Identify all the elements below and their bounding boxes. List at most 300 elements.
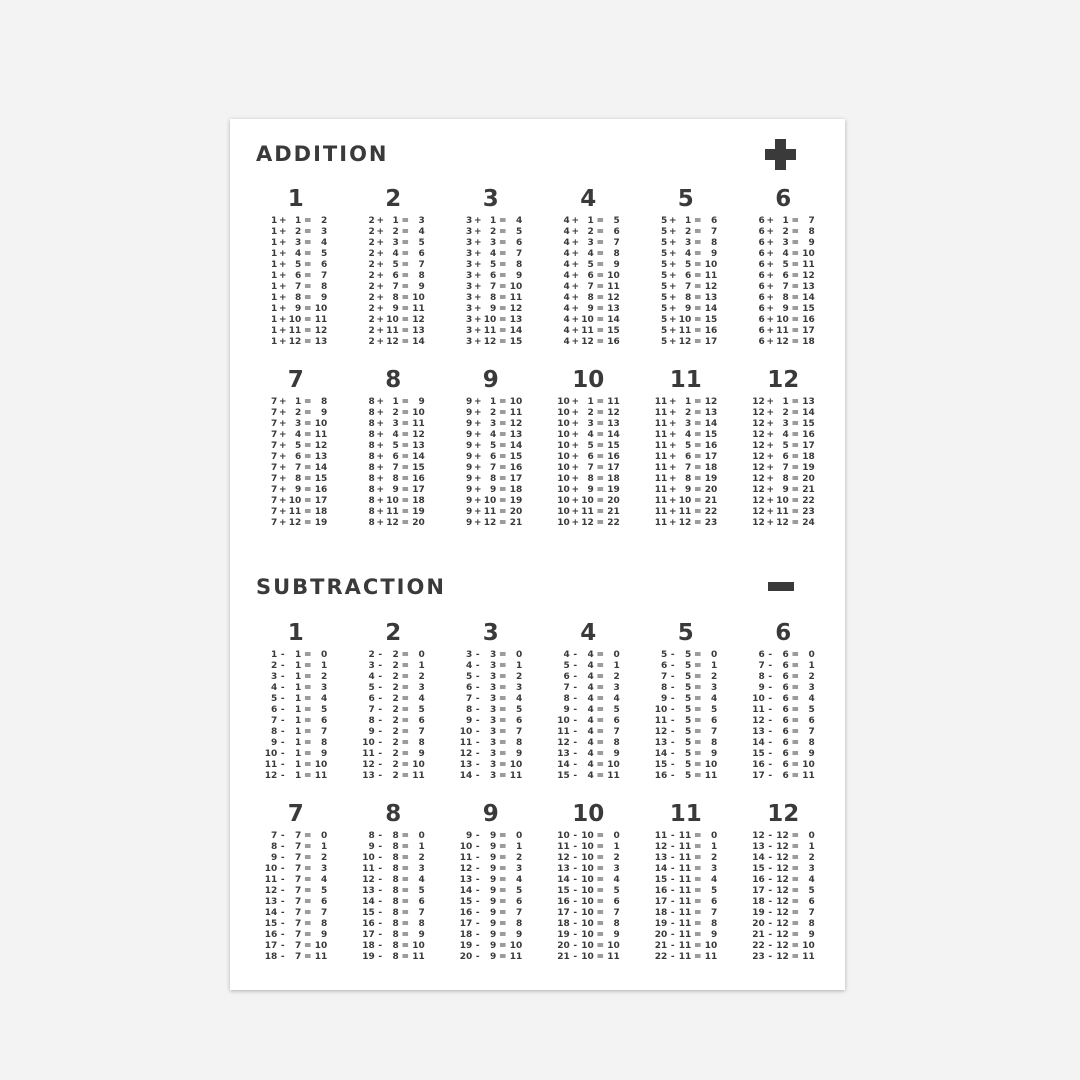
subtraction-equation <box>557 941 620 952</box>
equals-sign: = <box>498 952 507 962</box>
operator-sign: + <box>668 282 677 292</box>
equals-sign: = <box>498 216 507 226</box>
subtraction-equation <box>459 683 522 694</box>
operator-sign: - <box>475 919 480 929</box>
equals-sign: = <box>401 430 410 440</box>
result: 6 <box>808 716 815 726</box>
equals-sign: = <box>791 738 800 748</box>
operator-sign: - <box>573 760 578 770</box>
equals-sign: = <box>693 452 702 462</box>
result: 15 <box>704 430 718 440</box>
operand-b: 11 <box>581 326 594 336</box>
operand-b: 7 <box>294 952 302 962</box>
operator-sign: - <box>475 661 480 671</box>
operand-b: 8 <box>294 293 302 303</box>
equals-sign: = <box>498 304 507 314</box>
equals-sign: = <box>303 716 312 726</box>
addition-equation <box>459 485 522 496</box>
equals-sign: = <box>498 738 507 748</box>
operand-b: 3 <box>489 716 497 726</box>
operator-sign: + <box>571 326 580 336</box>
subtraction-table-8 <box>345 802 443 963</box>
operand-a: 19 <box>752 908 765 918</box>
equals-sign: = <box>596 326 605 336</box>
result: 6 <box>808 897 815 907</box>
addition-equation <box>557 249 620 260</box>
operand-b: 7 <box>587 282 594 292</box>
equals-sign: = <box>303 930 312 940</box>
operand-b: 1 <box>294 738 302 748</box>
operator-sign: + <box>571 238 580 248</box>
equals-sign: = <box>791 908 800 918</box>
equals-sign: = <box>401 716 410 726</box>
addition-equation <box>459 496 522 507</box>
addition-equation <box>557 293 620 304</box>
operand-b: 11 <box>288 326 302 336</box>
addition-tables <box>247 187 832 529</box>
result: 10 <box>802 760 815 770</box>
result: 14 <box>412 452 425 462</box>
operand-b: 5 <box>392 260 399 270</box>
operand-a: 5 <box>660 216 668 226</box>
operand-a: 15 <box>654 875 668 885</box>
result: 1 <box>808 842 815 852</box>
equals-sign: = <box>791 441 800 451</box>
operator-sign: - <box>573 831 578 841</box>
result: 5 <box>418 886 425 896</box>
subtraction-equation <box>654 705 717 716</box>
addition-table-number: 2 <box>385 186 402 212</box>
operator-sign: - <box>768 941 773 951</box>
equals-sign: = <box>596 930 605 940</box>
operator-sign: - <box>573 705 578 715</box>
operand-b: 4 <box>587 249 594 259</box>
operand-b: 11 <box>678 952 692 962</box>
subtraction-table-12 <box>735 802 833 963</box>
operand-a: 6 <box>758 293 765 303</box>
addition-equation <box>654 419 717 430</box>
operator-sign: + <box>278 238 287 248</box>
operand-b: 7 <box>392 463 399 473</box>
equals-sign: = <box>401 474 410 484</box>
subtraction-equation <box>459 842 522 853</box>
result: 5 <box>710 705 718 715</box>
result: 3 <box>418 216 425 226</box>
subtraction-equation <box>264 727 327 738</box>
subtraction-equation-list <box>459 831 522 963</box>
result: 16 <box>704 441 718 451</box>
operand-a: 6 <box>758 326 765 336</box>
equals-sign: = <box>693 260 702 270</box>
equals-sign: = <box>303 238 312 248</box>
result: 5 <box>515 705 523 715</box>
operand-a: 6 <box>563 672 570 682</box>
operand-a: 10 <box>557 496 570 506</box>
operand-a: 12 <box>264 771 278 781</box>
operand-b: 10 <box>581 886 594 896</box>
operator-sign: + <box>376 507 385 517</box>
equals-sign: = <box>498 727 507 737</box>
addition-equation <box>557 315 620 326</box>
operand-a: 1 <box>270 304 278 314</box>
result: 0 <box>320 831 328 841</box>
addition-equation <box>752 463 815 474</box>
addition-equation <box>752 282 815 293</box>
subtraction-table-number: 8 <box>385 801 402 827</box>
result: 8 <box>320 282 328 292</box>
operand-b: 10 <box>581 496 594 506</box>
operand-a: 12 <box>752 507 765 517</box>
operand-a: 16 <box>264 930 278 940</box>
subtraction-equation <box>362 694 425 705</box>
result: 15 <box>802 419 815 429</box>
operand-a: 14 <box>459 886 473 896</box>
result: 9 <box>613 749 620 759</box>
result: 7 <box>808 216 815 226</box>
addition-equation <box>264 271 327 282</box>
operand-b: 11 <box>288 507 302 517</box>
addition-equation <box>654 397 717 408</box>
addition-equation <box>362 518 425 529</box>
operand-a: 9 <box>465 474 473 484</box>
addition-equation <box>752 496 815 507</box>
result: 17 <box>802 326 815 336</box>
operand-b: 3 <box>684 419 692 429</box>
subtraction-equation <box>459 738 522 749</box>
operator-sign: + <box>278 408 287 418</box>
addition-equation <box>459 463 522 474</box>
operand-b: 10 <box>581 831 594 841</box>
operator-sign: + <box>668 474 677 484</box>
operand-a: 9 <box>465 397 473 407</box>
addition-equation <box>362 441 425 452</box>
equals-sign: = <box>303 507 312 517</box>
operator-sign: + <box>278 518 287 528</box>
operand-b: 2 <box>392 672 399 682</box>
operand-b: 5 <box>684 705 692 715</box>
result: 11 <box>412 419 425 429</box>
subtraction-equation <box>264 749 327 760</box>
operator-sign: + <box>473 326 482 336</box>
equals-sign: = <box>401 249 410 259</box>
operand-a: 12 <box>752 430 765 440</box>
operand-a: 10 <box>557 831 570 841</box>
operator-sign: + <box>473 463 482 473</box>
operand-a: 4 <box>563 304 570 314</box>
subtraction-equation <box>557 738 620 749</box>
operator-sign: - <box>475 771 480 781</box>
subtraction-equation <box>459 831 522 842</box>
operand-b: 11 <box>678 941 692 951</box>
subtraction-equation <box>752 650 815 661</box>
subtraction-equation <box>362 672 425 683</box>
result: 12 <box>412 315 425 325</box>
equals-sign: = <box>498 474 507 484</box>
equals-sign: = <box>303 749 312 759</box>
addition-equation <box>264 408 327 419</box>
addition-equation <box>752 452 815 463</box>
equals-sign: = <box>693 738 702 748</box>
equals-sign: = <box>693 397 702 407</box>
result: 17 <box>704 337 718 347</box>
operator-sign: + <box>376 249 385 259</box>
equals-sign: = <box>303 853 312 863</box>
addition-equation <box>362 216 425 227</box>
equals-sign: = <box>596 282 605 292</box>
operand-b: 7 <box>294 842 302 852</box>
result: 2 <box>710 672 718 682</box>
addition-equation <box>752 430 815 441</box>
subtraction-equation <box>654 683 717 694</box>
equals-sign: = <box>303 886 312 896</box>
addition-equation <box>264 337 327 348</box>
equals-sign: = <box>693 694 702 704</box>
operator-sign: - <box>573 672 578 682</box>
operand-a: 6 <box>758 238 765 248</box>
result: 12 <box>509 419 523 429</box>
operator-sign: - <box>280 919 285 929</box>
addition-equation <box>362 452 425 463</box>
operator-sign: + <box>376 271 385 281</box>
operand-b: 7 <box>294 864 302 874</box>
operand-a: 3 <box>465 227 473 237</box>
subtraction-equation <box>752 705 815 716</box>
operand-a: 7 <box>368 705 375 715</box>
addition-equation <box>264 430 327 441</box>
result: 8 <box>418 919 425 929</box>
operand-a: 5 <box>660 282 668 292</box>
operand-a: 1 <box>270 227 278 237</box>
operand-b: 12 <box>678 518 692 528</box>
equals-sign: = <box>791 716 800 726</box>
subtraction-equation <box>557 919 620 930</box>
equals-sign: = <box>498 886 507 896</box>
result: 11 <box>704 271 718 281</box>
operand-b: 9 <box>489 864 497 874</box>
result: 4 <box>613 694 620 704</box>
operator-sign: - <box>280 864 285 874</box>
operator-sign: + <box>571 463 580 473</box>
operator-sign: + <box>766 315 775 325</box>
equals-sign: = <box>303 941 312 951</box>
operand-b: 1 <box>294 216 302 226</box>
subtraction-equation <box>752 716 815 727</box>
addition-equation <box>264 474 327 485</box>
result: 14 <box>704 304 718 314</box>
result: 10 <box>704 760 718 770</box>
operand-a: 11 <box>752 705 765 715</box>
operand-b: 12 <box>288 337 302 347</box>
operand-a: 22 <box>654 952 668 962</box>
result: 11 <box>412 952 425 962</box>
operand-b: 12 <box>776 864 789 874</box>
operator-sign: + <box>571 282 580 292</box>
result: 10 <box>607 760 620 770</box>
result: 6 <box>418 716 425 726</box>
operator-sign: - <box>280 831 285 841</box>
operand-a: 1 <box>270 260 278 270</box>
operator-sign: - <box>378 952 383 962</box>
equals-sign: = <box>498 919 507 929</box>
operand-b: 11 <box>678 853 692 863</box>
subtraction-equation <box>654 864 717 875</box>
addition-equation <box>362 485 425 496</box>
operand-b: 10 <box>386 496 399 506</box>
operand-a: 3 <box>465 337 473 347</box>
equals-sign: = <box>596 694 605 704</box>
operand-a: 12 <box>752 518 765 528</box>
operator-sign: - <box>670 952 675 962</box>
addition-equation <box>557 304 620 315</box>
operand-a: 5 <box>660 271 668 281</box>
operand-b: 3 <box>489 738 497 748</box>
operand-a: 3 <box>465 293 473 303</box>
addition-equation <box>752 397 815 408</box>
operator-sign: + <box>278 496 287 506</box>
addition-equation <box>752 260 815 271</box>
result: 3 <box>418 683 425 693</box>
operand-b: 7 <box>587 463 594 473</box>
addition-equation <box>752 337 815 348</box>
operator-sign: - <box>378 919 383 929</box>
operand-a: 1 <box>270 216 278 226</box>
result: 13 <box>509 430 523 440</box>
operand-b: 3 <box>489 650 497 660</box>
operator-sign: + <box>278 474 287 484</box>
subtraction-equation <box>264 875 327 886</box>
operand-b: 8 <box>294 474 302 484</box>
operand-b: 11 <box>678 507 692 517</box>
operand-a: 2 <box>368 249 375 259</box>
equals-sign: = <box>596 853 605 863</box>
subtraction-equation <box>362 919 425 930</box>
operand-b: 12 <box>581 337 594 347</box>
result: 6 <box>613 227 620 237</box>
addition-equation <box>459 518 522 529</box>
addition-equation-list <box>557 397 620 529</box>
equals-sign: = <box>498 337 507 347</box>
operand-a: 12 <box>362 875 375 885</box>
operand-a: 1 <box>270 326 278 336</box>
equals-sign: = <box>303 326 312 336</box>
equals-sign: = <box>596 408 605 418</box>
equals-sign: = <box>303 518 312 528</box>
subtraction-equation <box>264 760 327 771</box>
result: 4 <box>808 694 815 704</box>
operator-sign: + <box>668 507 677 517</box>
equals-sign: = <box>401 304 410 314</box>
operand-a: 9 <box>465 518 473 528</box>
operand-b: 8 <box>489 474 497 484</box>
operator-sign: + <box>668 238 677 248</box>
operator-sign: - <box>475 908 480 918</box>
operand-a: 9 <box>563 705 570 715</box>
operand-b: 2 <box>392 727 399 737</box>
equals-sign: = <box>791 727 800 737</box>
equals-sign: = <box>303 441 312 451</box>
addition-equation <box>752 216 815 227</box>
result: 11 <box>509 771 523 781</box>
addition-equation <box>362 408 425 419</box>
operand-a: 18 <box>459 930 473 940</box>
operand-a: 11 <box>459 738 473 748</box>
result: 2 <box>808 853 815 863</box>
result: 0 <box>418 650 425 660</box>
operand-a: 3 <box>465 260 473 270</box>
result: 9 <box>515 749 523 759</box>
equals-sign: = <box>303 952 312 962</box>
subtraction-equation <box>752 738 815 749</box>
result: 5 <box>808 886 815 896</box>
subtraction-equation <box>654 886 717 897</box>
result: 14 <box>314 463 328 473</box>
operator-sign: + <box>278 227 287 237</box>
result: 15 <box>704 315 718 325</box>
operand-b: 3 <box>392 238 399 248</box>
operand-a: 7 <box>270 441 278 451</box>
operator-sign: - <box>378 672 383 682</box>
operand-b: 7 <box>294 875 302 885</box>
result: 3 <box>515 683 523 693</box>
subtraction-equation <box>654 661 717 672</box>
operator-sign: - <box>670 875 675 885</box>
operator-sign: - <box>280 672 285 682</box>
result: 8 <box>613 738 620 748</box>
operand-a: 9 <box>465 716 473 726</box>
addition-table-5 <box>637 187 735 348</box>
operand-b: 2 <box>294 227 302 237</box>
operator-sign: + <box>473 227 482 237</box>
operand-b: 9 <box>489 897 497 907</box>
result: 7 <box>418 908 425 918</box>
operator-sign: - <box>475 853 480 863</box>
operand-a: 2 <box>368 315 375 325</box>
result: 6 <box>710 897 718 907</box>
addition-equation-list <box>752 397 815 529</box>
result: 9 <box>320 408 328 418</box>
operand-b: 10 <box>581 919 594 929</box>
result: 8 <box>808 227 815 237</box>
operator-sign: + <box>571 337 580 347</box>
operator-sign: - <box>475 683 480 693</box>
operand-a: 1 <box>270 315 278 325</box>
operand-b: 12 <box>483 337 497 347</box>
equals-sign: = <box>303 694 312 704</box>
operand-a: 8 <box>368 496 375 506</box>
operand-b: 9 <box>489 875 497 885</box>
operand-b: 1 <box>294 661 302 671</box>
operator-sign: - <box>280 683 285 693</box>
operator-sign: + <box>376 518 385 528</box>
operand-a: 4 <box>563 227 570 237</box>
result: 2 <box>515 853 523 863</box>
addition-table-9 <box>442 368 540 529</box>
addition-equation <box>557 282 620 293</box>
operator-sign: + <box>571 260 580 270</box>
operand-b: 9 <box>782 485 789 495</box>
equals-sign: = <box>791 749 800 759</box>
operand-a: 4 <box>563 293 570 303</box>
equals-sign: = <box>791 897 800 907</box>
equals-sign: = <box>693 249 702 259</box>
result: 11 <box>314 315 328 325</box>
result: 7 <box>320 727 328 737</box>
operand-a: 10 <box>264 749 278 759</box>
result: 14 <box>607 315 620 325</box>
addition-equation <box>362 397 425 408</box>
addition-equation <box>362 315 425 326</box>
operand-a: 14 <box>557 760 570 770</box>
